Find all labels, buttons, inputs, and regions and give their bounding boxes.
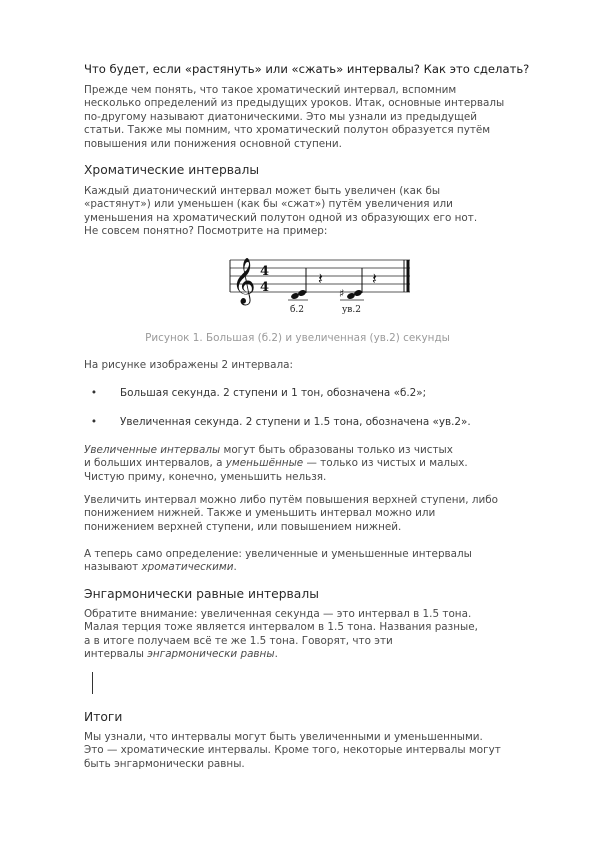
enharmonic-paragraph: Обратите внимание: увеличенная секунда — это интервал в 1.5 тона. Малая терция тоже является интервалом в 1.5 тона. Названия разные, а в итоге получаем всё те же 1.5 тона. Говорят, что эти интервалы энгармонически равны. (84, 608, 478, 661)
text-line: статьи. Также мы помним, что хроматический полутон образуется путём (84, 124, 491, 137)
summary-paragraph (84, 731, 554, 771)
rest-icon: 𝄽 (372, 269, 377, 288)
text-line: по-другому называют диатоническими. Это мы узнали из предыдущей (84, 110, 478, 123)
text-line: Прежде чем понять, что такое хроматический интервал, вспомним (84, 84, 457, 96)
italic-term: уменьшённые (225, 457, 304, 470)
page-title: Что будет, если «растянуть» или «сжать» интервалы? Как это сделать? (84, 62, 530, 76)
list-item-text: Увеличенная секунда. 2 ступени и 1.5 тона, обозначена «ув.2». (120, 416, 471, 428)
list-item-text: Большая секунда. 2 ступени и 1 тон, обозначена «б.2»; (120, 387, 427, 399)
italic-term: энгармонически равны (147, 648, 275, 661)
text-line: Каждый диатонический интервал может быть увеличен (как бы (84, 185, 441, 197)
text-line: уменьшения на хроматический полутон одной из образующих его нот. (84, 211, 478, 224)
figure-caption: Рисунок 1. Большая (б.2) и увеличенная (ув.2) секунды (145, 332, 450, 344)
italic-term: Увеличенные интервалы (84, 444, 221, 456)
definition-paragraph: А теперь само определение: увеличенные и уменьшенные интервалы называют хроматическими. (84, 548, 472, 574)
text-line: понижением верхней ступени, или повышением нижней. (84, 520, 402, 533)
rest-icon: 𝄽 (318, 269, 323, 288)
section-heading-summary: Итоги (84, 710, 123, 724)
augmented-paragraph: Увеличенные интервалы могут быть образованы только из чистых и больших интервалов, а уменьшённые — только из чистых и малых. Чистую приму, конечно, уменьшить нельзя. (84, 444, 468, 483)
staff-svg (224, 250, 414, 320)
sharp-icon: ♯ (339, 287, 345, 300)
time-signature-bottom: 4 (260, 280, 270, 295)
text-line: Увеличить интервал можно либо путём повышения верхней ступени, либо (84, 494, 499, 506)
chromatic-paragraph (84, 185, 554, 239)
how-paragraph (84, 494, 554, 534)
bullet-icon: • (90, 387, 98, 399)
text-line: несколько определений из предыдущих уроков. Итак, основные интервалы (84, 97, 505, 110)
time-signature-top: 4 (260, 264, 270, 279)
lead-text: На рисунке изображены 2 интервала: (84, 359, 294, 371)
text-line: Не совсем понятно? Посмотрите на пример: (84, 225, 328, 238)
text-line: Это — хроматические интервалы. Кроме того, некоторые интервалы могут (84, 744, 501, 757)
section-heading-enharmonic: Энгармонически равные интервалы (84, 587, 319, 601)
interval-label: ув.2 (342, 305, 361, 315)
italic-term: хроматическими (141, 561, 234, 574)
section-heading-chromatic: Хроматические интервалы (84, 163, 260, 177)
text-line: Мы узнали, что интервалы могут быть увеличенными и уменьшенными. (84, 731, 483, 743)
music-notation-figure (224, 250, 414, 320)
text-line: повышения или понижения основной ступени. (84, 137, 342, 150)
bullet-icon: • (90, 416, 98, 428)
text-cursor (92, 672, 93, 694)
intro-paragraph (84, 84, 554, 151)
text-line: быть энгармонически равны. (84, 757, 245, 770)
text-line: понижением нижней. Также и уменьшить интервал можно или (84, 507, 436, 520)
text-line: «растянут») или уменьшен (как бы «сжат») путём увеличения или (84, 198, 453, 211)
interval-label: б.2 (290, 305, 305, 315)
treble-clef-icon: 𝄞 (232, 258, 256, 304)
